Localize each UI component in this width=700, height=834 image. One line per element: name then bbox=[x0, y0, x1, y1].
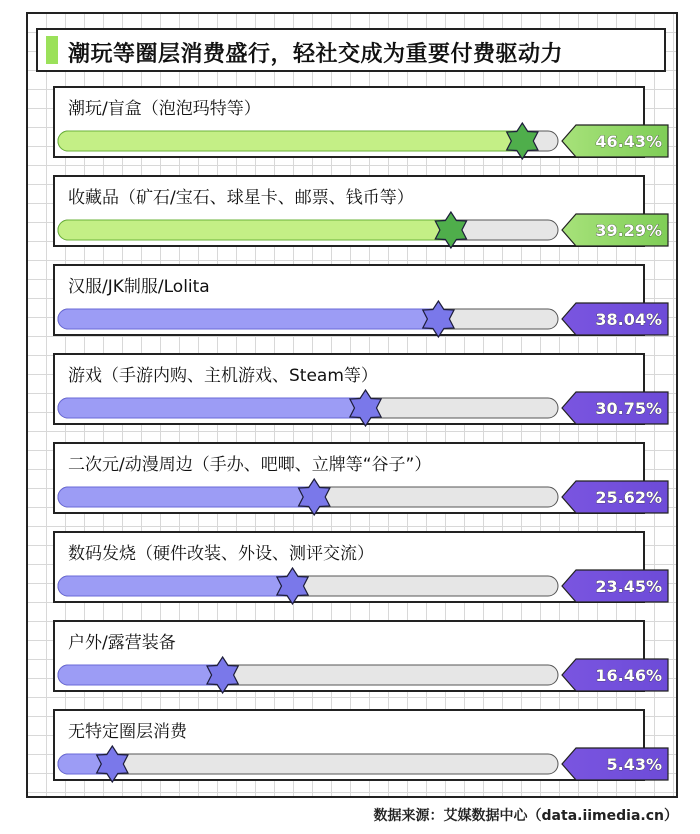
category-label: 游戏（手游内购、主机游戏、Steam等） bbox=[68, 366, 378, 386]
category-label: 数码发烧（硬件改装、外设、测评交流） bbox=[68, 544, 374, 564]
value-label: 25.62% bbox=[595, 488, 662, 507]
bar-row bbox=[54, 87, 668, 159]
category-label: 收藏品（矿石/宝石、球星卡、邮票、钱币等） bbox=[68, 188, 414, 208]
bar bbox=[58, 665, 223, 685]
value-label: 38.04% bbox=[595, 310, 662, 329]
value-label: 39.29% bbox=[595, 221, 662, 240]
value-label: 30.75% bbox=[595, 399, 662, 418]
value-label: 46.43% bbox=[595, 132, 662, 151]
bar bbox=[58, 309, 438, 329]
bar-row bbox=[54, 354, 668, 426]
category-label: 无特定圈层消费 bbox=[68, 722, 187, 742]
value-label: 23.45% bbox=[595, 577, 662, 596]
bar-track bbox=[58, 754, 558, 774]
bar-row bbox=[54, 621, 668, 693]
category-label: 二次元/动漫周边（手办、吧唧、立牌等“谷子”） bbox=[68, 455, 432, 475]
bar-row bbox=[54, 443, 668, 515]
bar bbox=[58, 131, 522, 151]
data-source-note: 数据来源：艾媒数据中心（data.iimedia.cn） bbox=[373, 808, 678, 824]
bar bbox=[58, 398, 366, 418]
bar-row bbox=[54, 710, 668, 782]
bar-row bbox=[54, 176, 668, 248]
bar bbox=[58, 220, 451, 240]
category-label: 潮玩/盲盒（泡泡玛特等） bbox=[68, 99, 261, 119]
category-label: 户外/露营装备 bbox=[68, 633, 176, 653]
bar-row bbox=[54, 532, 668, 604]
value-label: 16.46% bbox=[595, 666, 662, 685]
chart-title: 潮玩等圈层消费盛行，轻社交成为重要付费驱动力 bbox=[68, 42, 564, 67]
bar-row bbox=[54, 265, 668, 337]
value-label: 5.43% bbox=[606, 755, 662, 774]
category-label: 汉服/JK制服/Lolita bbox=[68, 277, 210, 297]
bar bbox=[58, 576, 293, 596]
bar bbox=[58, 487, 314, 507]
